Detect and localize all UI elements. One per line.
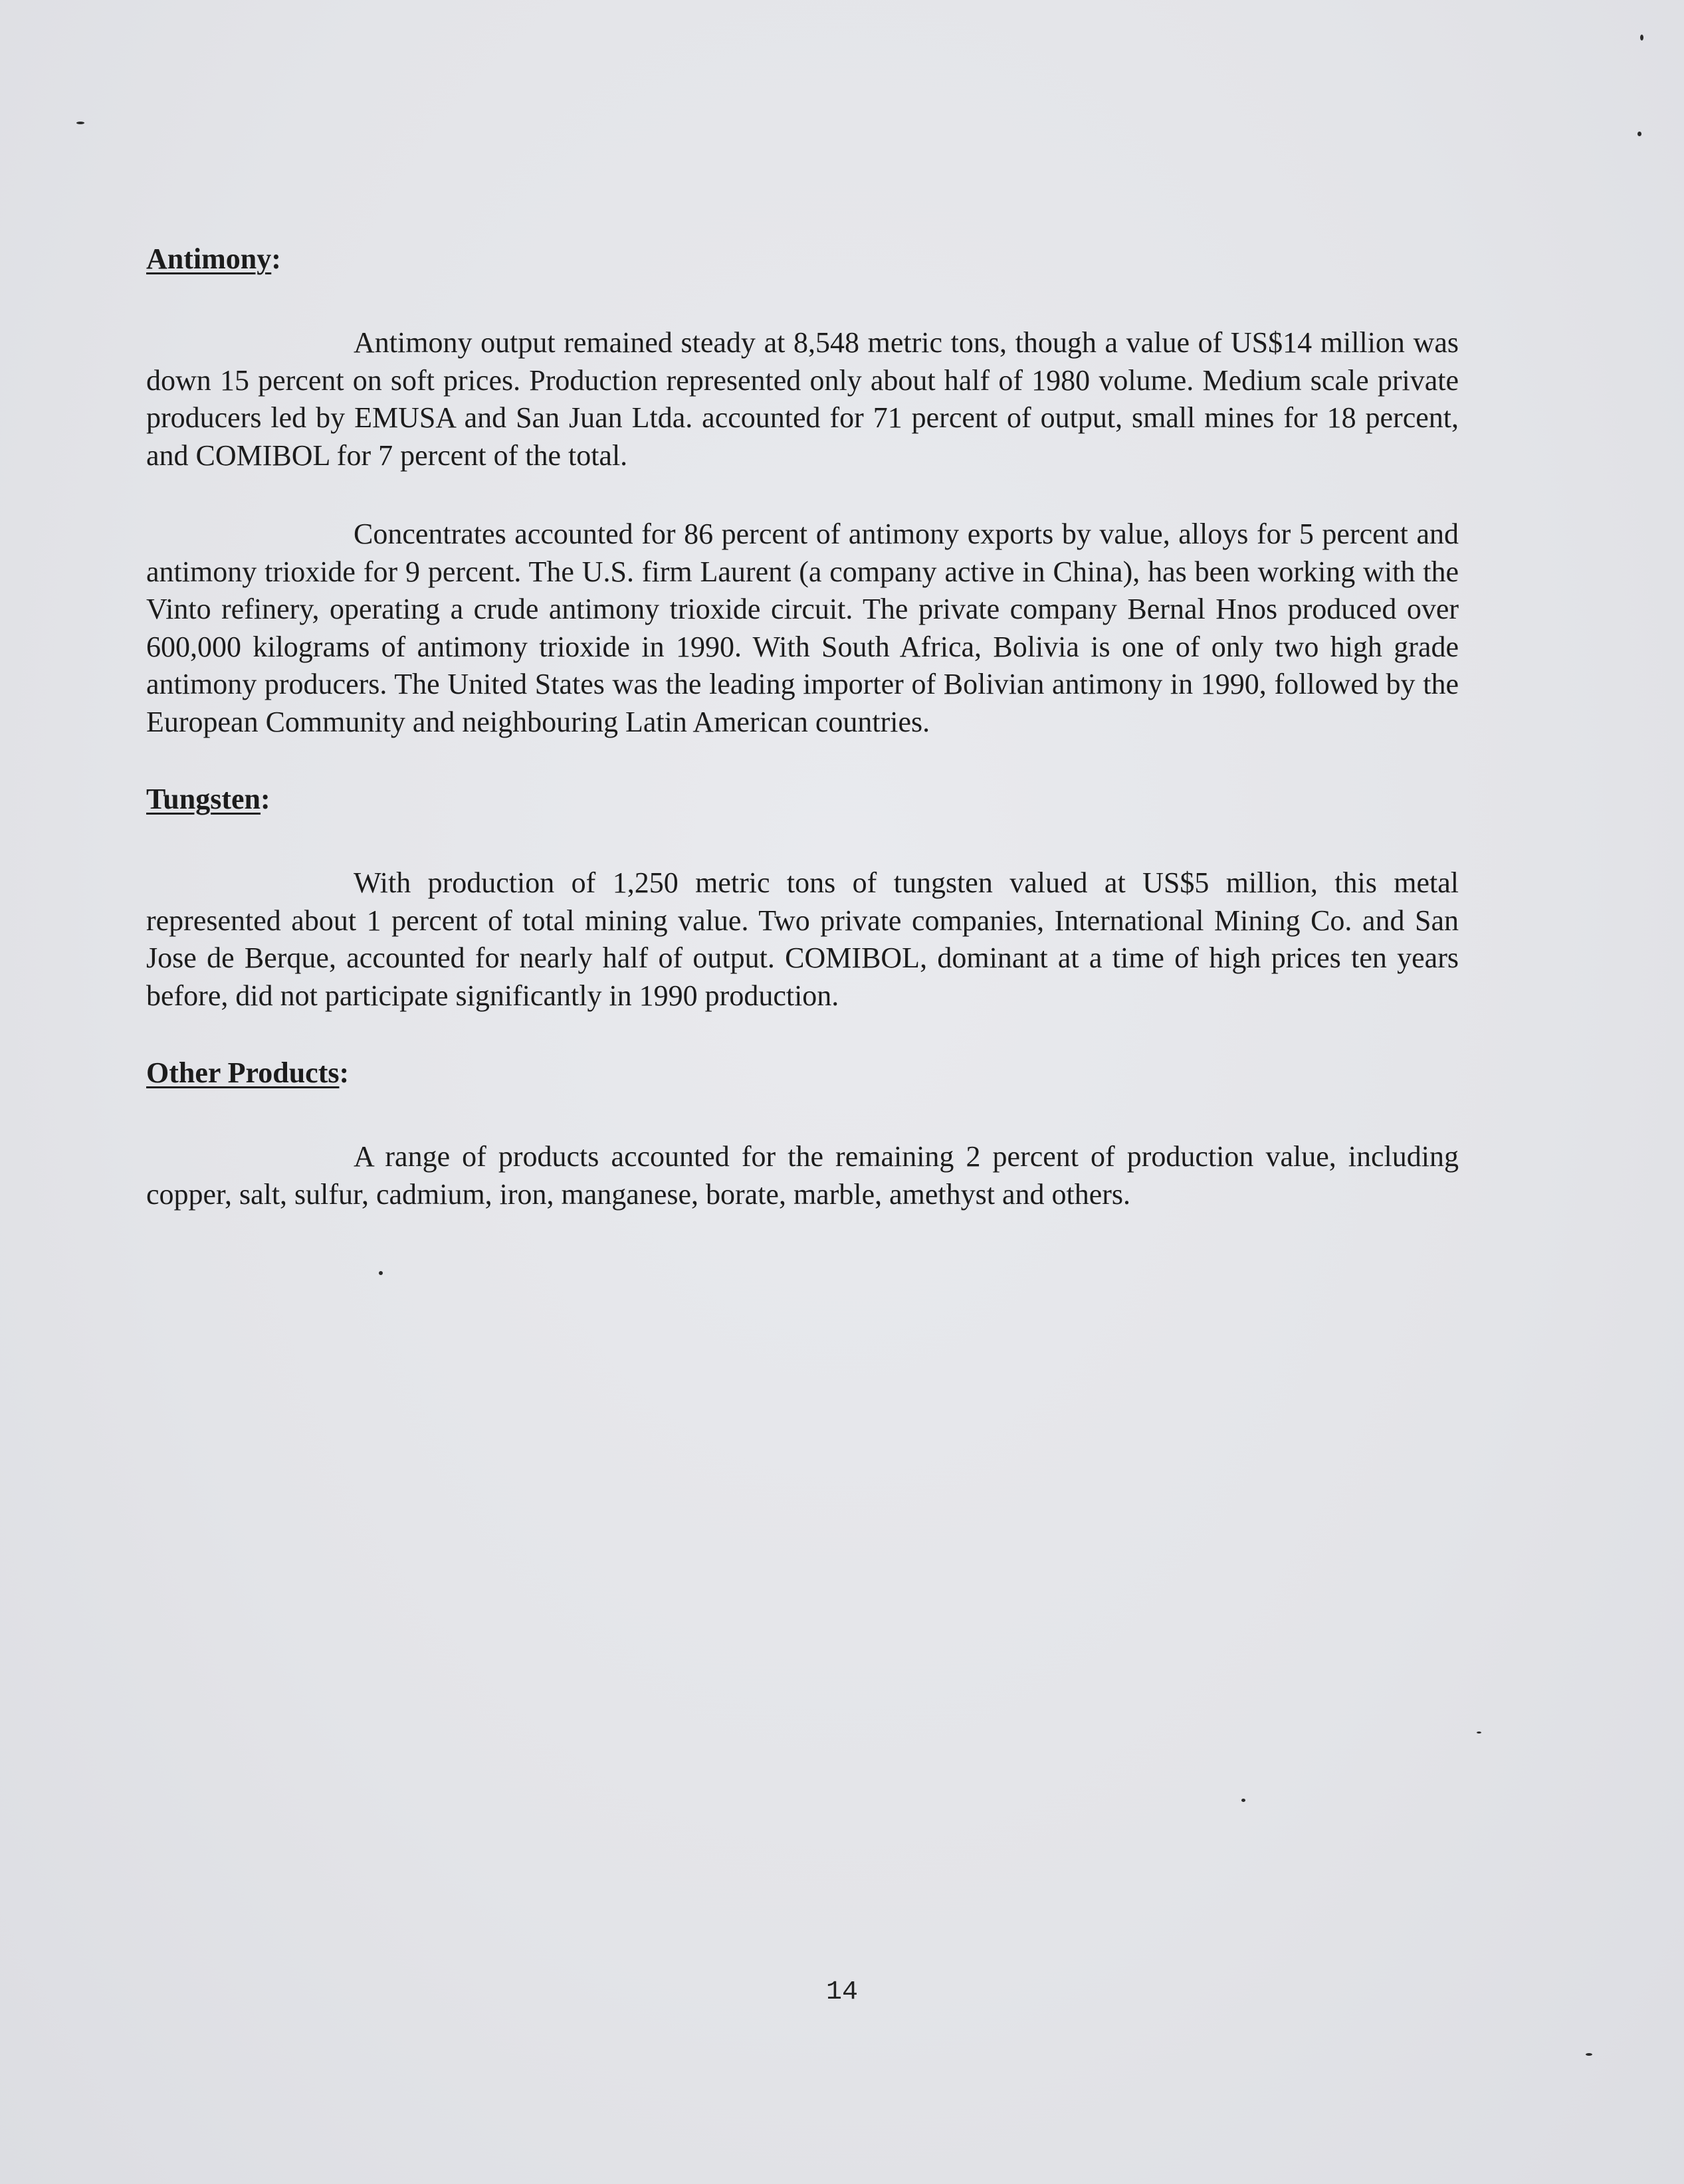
paragraph: Antimony output remained steady at 8,548 metric tons, though a value of US$14 million was down 15 percent on soft prices. Production represented only about half of 1980 volume. Medium scale private producers led by EMUSA and San Juan Ltda. accounted for 71 percent of output, small mines for 18 percent, and COMIBOL for 7 percent of the total. (146, 326, 1459, 472)
section-heading-antimony (146, 241, 1459, 278)
scan-speck (1477, 1732, 1481, 1734)
scan-speck (1637, 132, 1641, 136)
document-body (146, 241, 1459, 1213)
heading-colon: : (261, 783, 270, 815)
scan-speck (379, 1271, 383, 1275)
heading-text: Tungsten (146, 783, 261, 815)
heading-colon: : (271, 243, 281, 275)
paragraph: Concentrates accounted for 86 percent of antimony exports by value, alloys for 5 percent and antimony trioxide for 9 percent. The U.S. firm Laurent (a company active in China), has been working with the Vinto refinery, operating a crude antimony trioxide circuit. The private company Bernal Hnos produced over 600,000 kilograms of antimony trioxide in 1990. With South Africa, Bolivia is one of only two high grade antimony producers. The United States was the leading importer of Bolivian antimony in 1990, followed by the European Community and neighbouring Latin American countries. (146, 518, 1459, 738)
scan-speck (1586, 2053, 1592, 2056)
heading-text: Antimony (146, 243, 272, 275)
paragraph: With production of 1,250 metric tons of tungsten valued at US$5 million, this metal represented about 1 percent of total mining value. Two private companies, International Mining Co. and San Jose de Berque, accounted for nearly half of output. COMIBOL, dominant at a time of high prices ten years before, did not participate significantly in 1990 production. (146, 866, 1459, 1012)
page-number: 14 (825, 1977, 858, 2007)
section-heading-other-products (146, 1054, 1459, 1092)
scan-speck (76, 122, 84, 124)
section-heading-tungsten (146, 781, 1459, 818)
scan-speck (1640, 35, 1643, 41)
heading-colon: : (339, 1056, 350, 1089)
paragraph: A range of products accounted for the remaining 2 percent of production value, including copper, salt, sulfur, cadmium, iron, manganese, borate, marble, amethyst and others. (146, 1140, 1459, 1211)
heading-text: Other Products (146, 1056, 340, 1089)
scan-speck (1241, 1799, 1245, 1802)
